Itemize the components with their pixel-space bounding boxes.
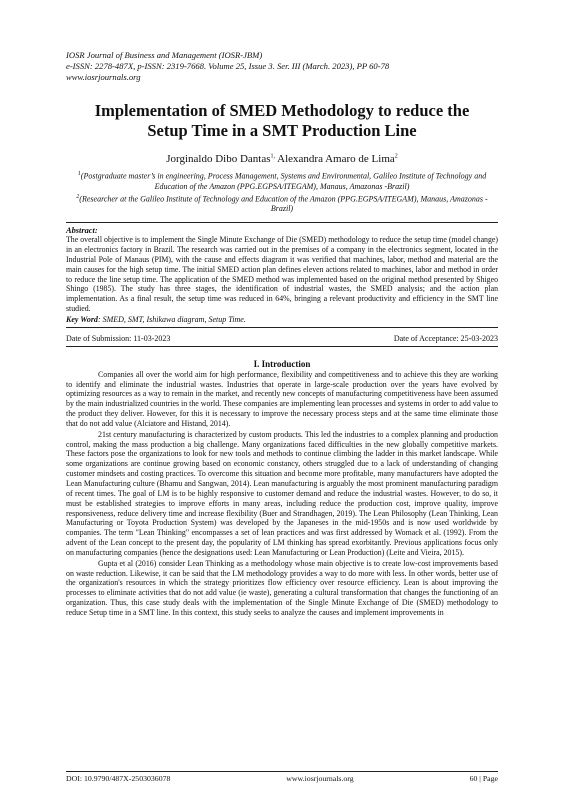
author-2-sup: 2 xyxy=(394,153,398,160)
author-1-sup: 1, xyxy=(270,153,276,160)
footer-site[interactable]: www.iosrjournals.org xyxy=(286,774,354,783)
affiliation-1-sup: 1 xyxy=(77,171,81,177)
affiliation-2-text: (Researcher at the Galileo Institute of Technology and Education of the Amazon (PPG.EGPSA/ITEGAM), Manaus, Amazonas -Brazil) xyxy=(79,194,488,214)
affiliation-1-text: (Postgraduate master’s in engineering, Process Management, Systems and Environmental, Galileo Institute of Technology and Education of the Amazon (PPG.EGPSA/ITEGAM), Manaus, Amazonas -Brazil) xyxy=(80,171,487,191)
abstract-top-rule xyxy=(66,222,498,223)
keywords xyxy=(66,315,498,324)
authors xyxy=(66,153,498,165)
paper-title xyxy=(66,101,498,141)
affiliation-2-sup: 2 xyxy=(76,193,80,200)
dates-bottom-rule xyxy=(66,346,498,347)
abstract-bottom-rule xyxy=(66,327,498,328)
section-heading: I. Introduction xyxy=(253,358,311,369)
footer-doi: DOI: 10.9790/487X-2503036078 xyxy=(66,774,171,783)
journal-site[interactable]: www.iosrjournals.org xyxy=(66,72,141,82)
abstract-text: The overall objective is to implement the Single Minute Exchange of Die (SMED) methodology to reduce the setup time (model change) in an electronics factory in Brazil. The research was carried out in the premises of a company in the electronics segment, located in the Industrial Pole of Manaus (PIM), with the cause and effects diagram it was verified that machines, labor, method and material are the main causes for the high setup time. The initial SMED action plan defines eleven actions related to machines, labor and method in order to reduce the line setup time. The application of the SMED method was implemented based on the original method presented by Shigeo Shingo (1985). The study has three stages, the identification of industrial wastes, the SMED analysis; and the action plan implementation. As a final result, the setup time was reduced in 64%, bringing a relevant productivity and efficiency in the SMT line studied. xyxy=(66,235,498,313)
affiliation-1 xyxy=(66,169,498,192)
keywords-text: : SMED, SMT, Ishikawa diagram, Setup Time. xyxy=(97,314,246,324)
affiliations xyxy=(66,169,498,214)
journal-header xyxy=(66,50,498,83)
paragraph: 21st century manufacturing is characterized by custom products. This led the industries to a complex planning and production control, making the mass production a big challenge. Many organizations faced difficulties in the new globally competitive markets. These factors pose the organizations to look for new tools and methods to continue climbing the ladder in this market landscape. While some organizations are continue growing based on economic constancy, others struggled due to a lack of understanding of changing customer mindsets and costing practices. To overcome this situation and become more profitable, many manufacturers have adopted the Lean Manufacturing culture (Bhamu and Sangwan, 2014). Lean manufacturing is arguably the most prominent manufacturing paradigm of recent times. The goal of LM is to be highly responsive to customer demand and reduce the industrial wastes. However, to do so, it must be established strategies to improve efforts in many areas, including reduce the production cost, improve quality, improve responsiveness, reduce delivery time and increase flexibility (Buer and Strandhagen, 2019). The Lean Philosophy (Lean Thinking, Lean Manufacturing or Toyota Production System) was developed by the Japaneses in the mid-1950s and is now used worldwide by companies. The term "Lean Thinking" encompasses a set of lean practices and was first addressed by Womack et al. (1992). From the advent of the Lean concept to the present day, the popularity of LM thinking has spread exorbitantly. Previous applications focus only on manufacturing companies (hence the designations used: Lean Manufacturing or Lean Production) (Leite and Vieira, 2015). xyxy=(66,429,498,557)
paragraph: Gupta et al (2016) consider Lean Thinking as a methodology whose main objective is to create low-cost improvements based on waste reduction. Likewise, it can be said that the LM methodology provides a way to do more with less. In other words, better use of the organization's resources in which the strategy prioritizes flow efficiency over resource efficiency. Lean is about improving the processes to eliminate activities that do not add value (ie waste), generating a cultural transformation that changes the functioning of an organization. Thus, this case study deals with the implementation of the Single Minute Exchange of Die (SMED) methodology to reduce Setup time in a SMT line. In this context, this study seeks to analyze the causes and implement improvements in xyxy=(66,558,498,617)
title-line-1: Implementation of SMED Methodology to reduce the xyxy=(94,101,470,120)
footer-page: 60 | Page xyxy=(469,774,498,783)
date-submission: Date of Submission: 11-03-2023 xyxy=(66,333,171,343)
author-2: Alexandra Amaro de Lima xyxy=(275,153,395,165)
affiliation-2 xyxy=(66,192,498,215)
paragraph: Companies all over the world aim for high performance, flexibility and competitiveness and to achieve this they are working to identify and eliminate the industrial wastes. Industries that operate in large-scale production over the years have evolved by optimizing resources as a way to remain in the market, and recently new concepts of manufacturing competitiveness have been assumed by the main industrialized countries in the world. These companies are implementing lean processes and systems in order to add value to the product they deliver. However, for this it is necessary to improve the necessary process steps and at the same time eliminate those that do not add value (Alciatore and Histand, 2014). xyxy=(66,369,498,428)
keywords-label: Key Word xyxy=(66,314,98,324)
author-1: Jorginaldo Dibo Dantas xyxy=(166,153,271,165)
journal-issn: e-ISSN: 2278-487X, p-ISSN: 2319-7668. Volume 25, Issue 3. Ser. III (March. 2023), PP 60-78 xyxy=(66,61,390,71)
title-line-2: Setup Time in a SMT Production Line xyxy=(147,121,417,140)
dates-row xyxy=(66,332,498,343)
body-text xyxy=(66,370,498,618)
page-footer xyxy=(66,771,498,783)
abstract-label: Abstract: xyxy=(66,226,98,236)
journal-name: IOSR Journal of Business and Management (IOSR-JBM) xyxy=(66,50,263,60)
paper-page xyxy=(66,50,498,618)
date-acceptance: Date of Acceptance: 25-03-2023 xyxy=(393,333,498,343)
